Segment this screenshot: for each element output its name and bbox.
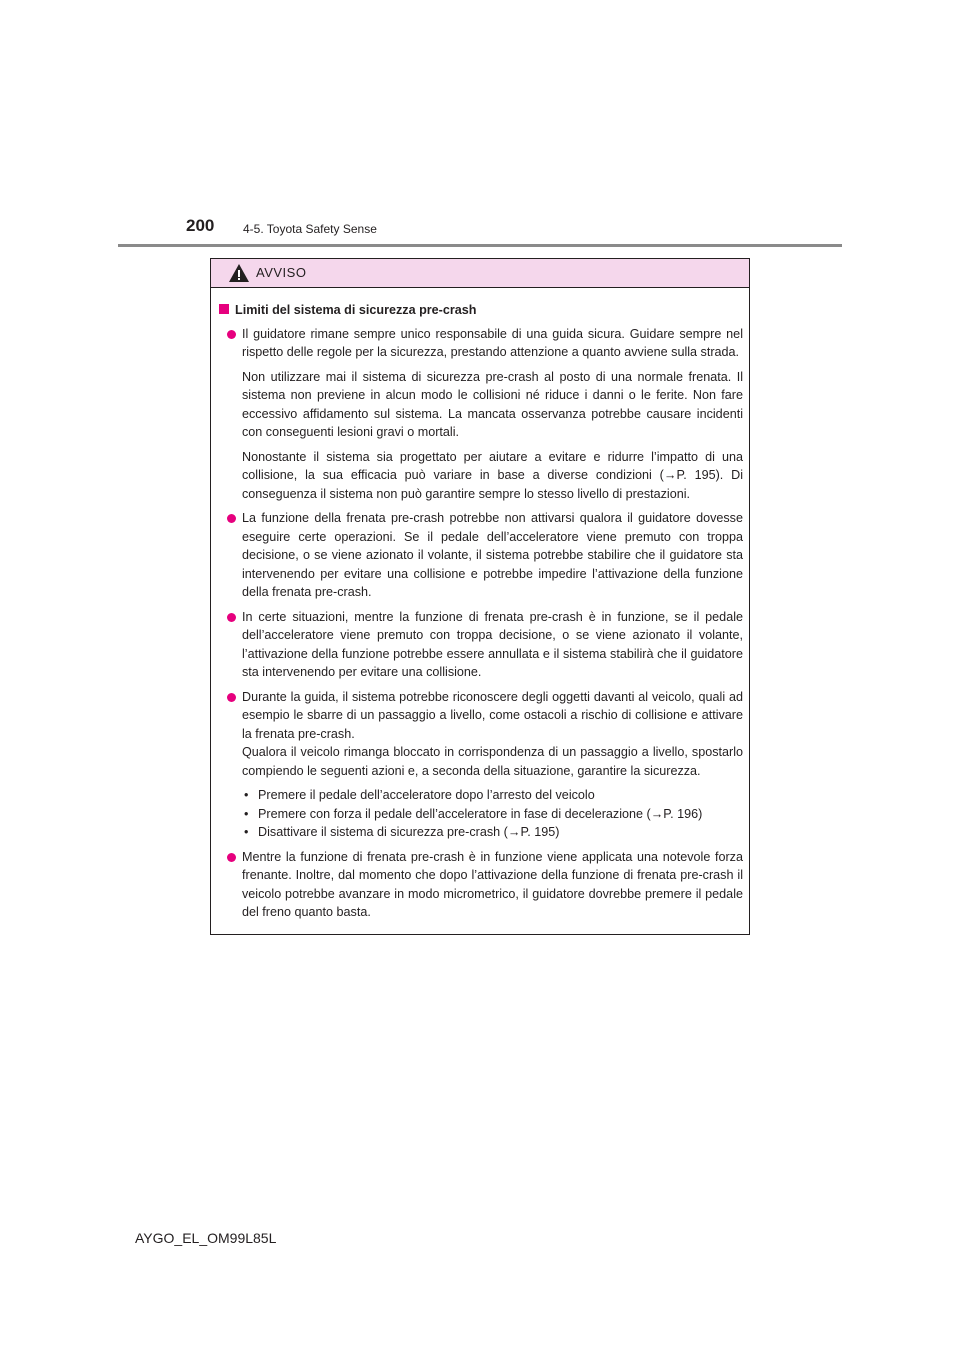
paragraph: Nonostante il sistema sia progettato per aiutare a evitare e ridurre l’impatto di una collisione, la sua efficacia può variare in base a diverse condizioni (→P. 195). Di conseguenza il sistema non può garantire sempre lo stesso livello di prestazioni. [242, 449, 743, 501]
subsection-heading [219, 301, 743, 320]
bullet-item [219, 509, 743, 602]
dot-bullet-icon [227, 853, 236, 862]
bullet-item [219, 688, 743, 842]
dot-bullet-icon [227, 514, 236, 523]
dot-bullet-icon [227, 330, 236, 339]
paragraph: La funzione della frenata pre-crash potrebbe non attivarsi qualora il guidatore dovesse eseguire certe operazioni. Se il pedale dell’acceleratore viene premuto con troppa decisione, o se viene azionato il volante, il sistema potrebbe stabilire che il guidatore sta intervenendo per evitare una collisione e potrebbe impedire l’attivazione della funzione della frenata pre-crash. [242, 511, 743, 599]
dot-bullet-icon [227, 613, 236, 622]
list-item: • Premere con forza il pedale dell’acceleratore in fase di decelerazione (→P. 196) [242, 805, 743, 824]
list-item-text: Premere con forza il pedale dell’acceleratore in fase di decelerazione (→P. 196) [258, 806, 703, 821]
warning-triangle-icon [228, 263, 250, 283]
bullet-item [219, 325, 743, 504]
dot-bullet-icon [227, 693, 236, 702]
warning-header [211, 259, 749, 288]
paragraph: Mentre la funzione di frenata pre-crash è in funzione viene applicata una notevole forza frenante. Inoltre, dal momento che dopo l’attivazione della funzione di frenata pre-crash il veicolo potrebbe avanzare in modo micrometrico, il guidatore dovrebbe premere il pedale del freno quanto basta. [242, 849, 743, 919]
document-code: AYGO_EL_OM99L85L [135, 1230, 277, 1246]
list-item-text: Disattivare il sistema di sicurezza pre-crash (→P. 195) [258, 825, 560, 839]
paragraph: Il guidatore rimane sempre unico responsabile di una guida sicura. Guidare sempre nel rispetto delle regole per la sicurezza, prestando attenzione a quanto avviene sulla strada. [242, 326, 743, 359]
warning-box [210, 258, 750, 935]
subsection-title: Limiti del sistema di sicurezza pre-crash [235, 303, 477, 317]
paragraph: Non utilizzare mai il sistema di sicurezza pre-crash al posto di una normale frenata. Il sistema non previene in alcun modo le collisioni né riduce i danni o le ferite. Non fare eccessivo affidamento sul sistema. La mancata osservanza potrebbe causare incidenti con conseguenti lesioni gravi o mortali. [242, 369, 743, 439]
list-item: • Premere il pedale dell’acceleratore dopo l’arresto del veicolo [242, 786, 743, 805]
warning-label: AVVISO [256, 265, 307, 280]
action-list [242, 786, 743, 842]
warning-body [211, 288, 749, 922]
list-item-text: Premere il pedale dell’acceleratore dopo l’arresto del veicolo [258, 788, 595, 802]
paragraph: Qualora il veicolo rimanga bloccato in corrispondenza di un passaggio a livello, spostarlo compiendo le seguenti azioni e, a seconda della situazione, garantire la sicurezza. [242, 745, 743, 778]
square-bullet-icon [219, 304, 229, 314]
section-title: 4-5. Toyota Safety Sense [243, 222, 377, 236]
header-divider [118, 244, 842, 247]
paragraph: Durante la guida, il sistema potrebbe riconoscere degli oggetti davanti al veicolo, quali ad esempio le sbarre di un passaggio a livello, come ostacoli a rischio di collisione e attivare la frenata pre-crash. [242, 689, 743, 741]
page-number: 200 [186, 216, 215, 235]
bullet-item [219, 848, 743, 922]
bullet-item [219, 608, 743, 682]
list-item: • Disattivare il sistema di sicurezza pre-crash (→P. 195) [242, 823, 743, 842]
paragraph: In certe situazioni, mentre la funzione di frenata pre-crash è in funzione, se il pedale dell’acceleratore viene premuto con troppa decisione, o se viene azionato il volante, l’attivazione della funzione potrebbe essere annullata e il sistema stabilirà che il guidatore sta intervenendo per evitare una collisione. [242, 609, 743, 679]
